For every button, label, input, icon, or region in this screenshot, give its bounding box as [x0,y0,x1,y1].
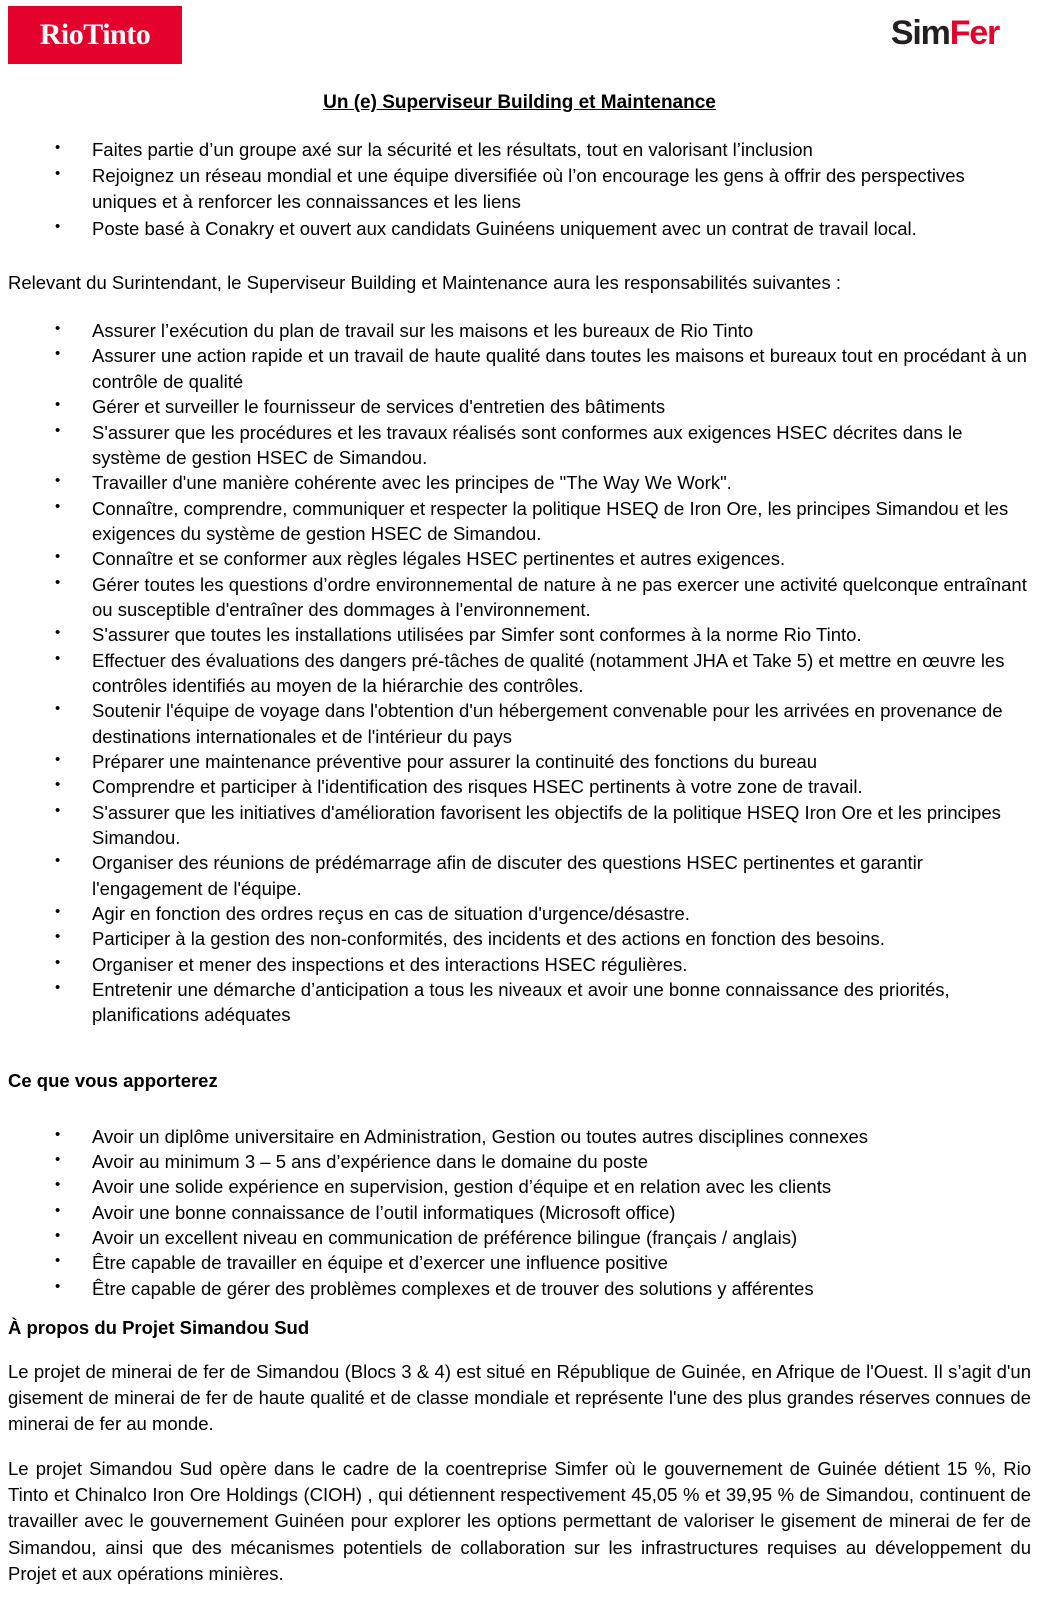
list-item [8,1250,1031,1275]
page-title: Un (e) Superviseur Building et Maintenance [323,92,716,113]
list-item [8,1174,1031,1199]
list-item-text: Participer à la gestion des non-conformités, des incidents et des actions en fonction des besoins. [92,928,885,950]
list-item [8,749,1031,774]
responsibilities-bullet-list [8,318,1031,1028]
list-item-text: Effectuer des évaluations des dangers pré-tâches de qualité (notamment JHA et Take 5) et mettre en œuvre les contrôles identifiés au moyen de la hiérarchie des contrôles. [92,649,1005,696]
list-item [8,496,1031,547]
list-item-text: Assurer une action rapide et un travail de haute qualité dans toutes les maisons et bureaux tout en procédant à un contrôle de qualité [92,345,1027,392]
list-item [8,318,1031,343]
list-item [8,394,1031,419]
list-item-text: S'assurer que les initiatives d'amélioration favorisent les objectifs de la politique HSEQ Iron Ore et les principes Simandou. [92,801,1001,848]
list-item-text: Avoir au minimum 3 – 5 ans d’expérience dans le domaine du poste [92,1150,649,1172]
list-item [8,648,1031,699]
list-item [8,850,1031,901]
list-item-text: Connaître, comprendre, communiquer et respecter la politique HSEQ de Iron Ore, les principes Simandou et les exigences du système de gestion HSEC de Simandou. [92,497,1009,544]
list-item-text: Organiser et mener des inspections et des interactions HSEC régulières. [92,953,688,975]
list-item-text: Soutenir l'équipe de voyage dans l'obtention d'un hébergement convenable pour les arrivées en provenance de destinations internationales et de l'intérieur du pays [92,700,1003,747]
list-item [8,622,1031,647]
list-item-text: Entretenir une démarche d’anticipation a tous les niveaux et avoir une bonne connaissance des priorités, planifications adéquates [92,979,950,1026]
list-item [8,977,1031,1028]
list-item [8,572,1031,623]
section-heading-what-you-bring: Ce que vous apporterez [8,1069,218,1091]
intro-bullet-list [8,137,1031,242]
list-item [8,343,1031,394]
list-item-text: Agir en fonction des ordres reçus en cas de situation d'urgence/désastre. [92,903,690,925]
list-item-text: Rejoignez un réseau mondial et une équipe diversifiée où l’on encourage les gens à offrir des perspectives uniques et à renforcer les connaissances et les liens [92,165,965,213]
list-item-text: Avoir une solide expérience en supervision, gestion d’équipe et en relation avec les clients [92,1176,832,1198]
list-item-text: Comprendre et participer à l'identification des risques HSEC pertinents à votre zone de travail. [92,776,863,798]
list-item [8,1276,1031,1301]
list-item-text: S'assurer que toutes les installations utilisées par Simfer sont conformes à la norme Rio Tinto. [92,624,862,646]
list-item [8,1200,1031,1225]
list-item-text: Travailler d'une manière cohérente avec les principes de "The Way We Work". [92,472,732,494]
simfer-logo-sim: Sim [890,14,950,52]
list-item-text: Gérer toutes les questions d’ordre environnemental de nature à ne pas exercer une activité quelconque entraînant ou susceptible d'entraîner des dommages à l'environnement. [92,573,1027,620]
list-item [8,1124,1031,1149]
about-paragraph-1: Le projet de minerai de fer de Simandou (Blocs 3 & 4) est situé en République de Guinée, en Afrique de l'Ouest. Il s’agit d'un gisement de minerai de fer de haute qualité et de classe mondiale et représente l'une des plus grandes réserves connues de minerai de fer au monde. [8,1360,1031,1435]
list-item [8,800,1031,851]
list-item [8,546,1031,571]
list-item [8,420,1031,471]
simfer-logo-fer: Fer [949,14,999,52]
list-item [8,1225,1031,1250]
list-item [8,470,1031,495]
list-item-text: Avoir une bonne connaissance de l’outil informatiques (Microsoft office) [92,1201,676,1223]
list-item-text: Organiser des réunions de prédémarrage afin de discuter des questions HSEC pertinentes et garantir l'engagement de l'équipe. [92,852,923,899]
list-item [8,1149,1031,1174]
list-item [8,926,1031,951]
list-item-text: Faites partie d’un groupe axé sur la sécurité et les résultats, tout en valorisant l’inclusion [92,138,813,160]
list-item [8,952,1031,977]
rio-tinto-logo-text: RioTinto [39,18,151,51]
list-item [8,216,1031,242]
list-item [8,901,1031,926]
what-you-bring-bullet-list [8,1124,1031,1301]
list-item [8,137,1031,163]
document-header [8,0,1031,70]
list-item [8,698,1031,749]
responsibilities-intro: Relevant du Surintendant, le Superviseur Building et Maintenance aura les responsabilités suivantes : [8,271,841,293]
list-item-text: Gérer et surveiller le fournisseur de services d'entretien des bâtiments [92,396,666,418]
list-item-text: Être capable de travailler en équipe et d’exercer une influence positive [92,1252,668,1274]
simfer-logo [891,16,999,50]
about-paragraph-2: Le projet Simandou Sud opère dans le cadre de la coentreprise Simfer où le gouvernement de Guinée détient 15 %, Rio Tinto et Chinalco Iron Ore Holdings (CIOH) , qui détiennent respectivement 45,05 % et 39,95 % de Simandou, continuent de travailler avec le gouvernement Guinéen pour explorer les options permettant de valoriser le gisement de minerai de fer de Simandou, ainsi que des mécanismes potentiels de collaboration sur les infrastructures requises au développement du Projet et aux opérations minières. [8,1457,1031,1584]
list-item-text: Avoir un diplôme universitaire en Administration, Gestion ou toutes autres disciplines connexes [92,1125,869,1147]
list-item [8,774,1031,799]
list-item-text: Être capable de gérer des problèmes complexes et de trouver des solutions y afférentes [92,1277,814,1299]
list-item-text: S'assurer que les procédures et les travaux réalisés sont conformes aux exigences HSEC décrites dans le système de gestion HSEC de Simandou. [92,421,963,468]
rio-tinto-logo [8,6,182,64]
list-item-text: Préparer une maintenance préventive pour assurer la continuité des fonctions du bureau [92,750,818,772]
section-heading-about-project: À propos du Projet Simandou Sud [8,1317,310,1339]
list-item-text: Assurer l’exécution du plan de travail sur les maisons et les bureaux de Rio Tinto [92,320,754,342]
list-item-text: Avoir un excellent niveau en communication de préférence bilingue (français / anglais) [92,1227,798,1249]
list-item [8,163,1031,216]
list-item-text: Connaître et se conformer aux règles légales HSEC pertinentes et autres exigences. [92,548,786,570]
list-item-text: Poste basé à Conakry et ouvert aux candidats Guinéens uniquement avec un contrat de travail local. [92,217,917,239]
